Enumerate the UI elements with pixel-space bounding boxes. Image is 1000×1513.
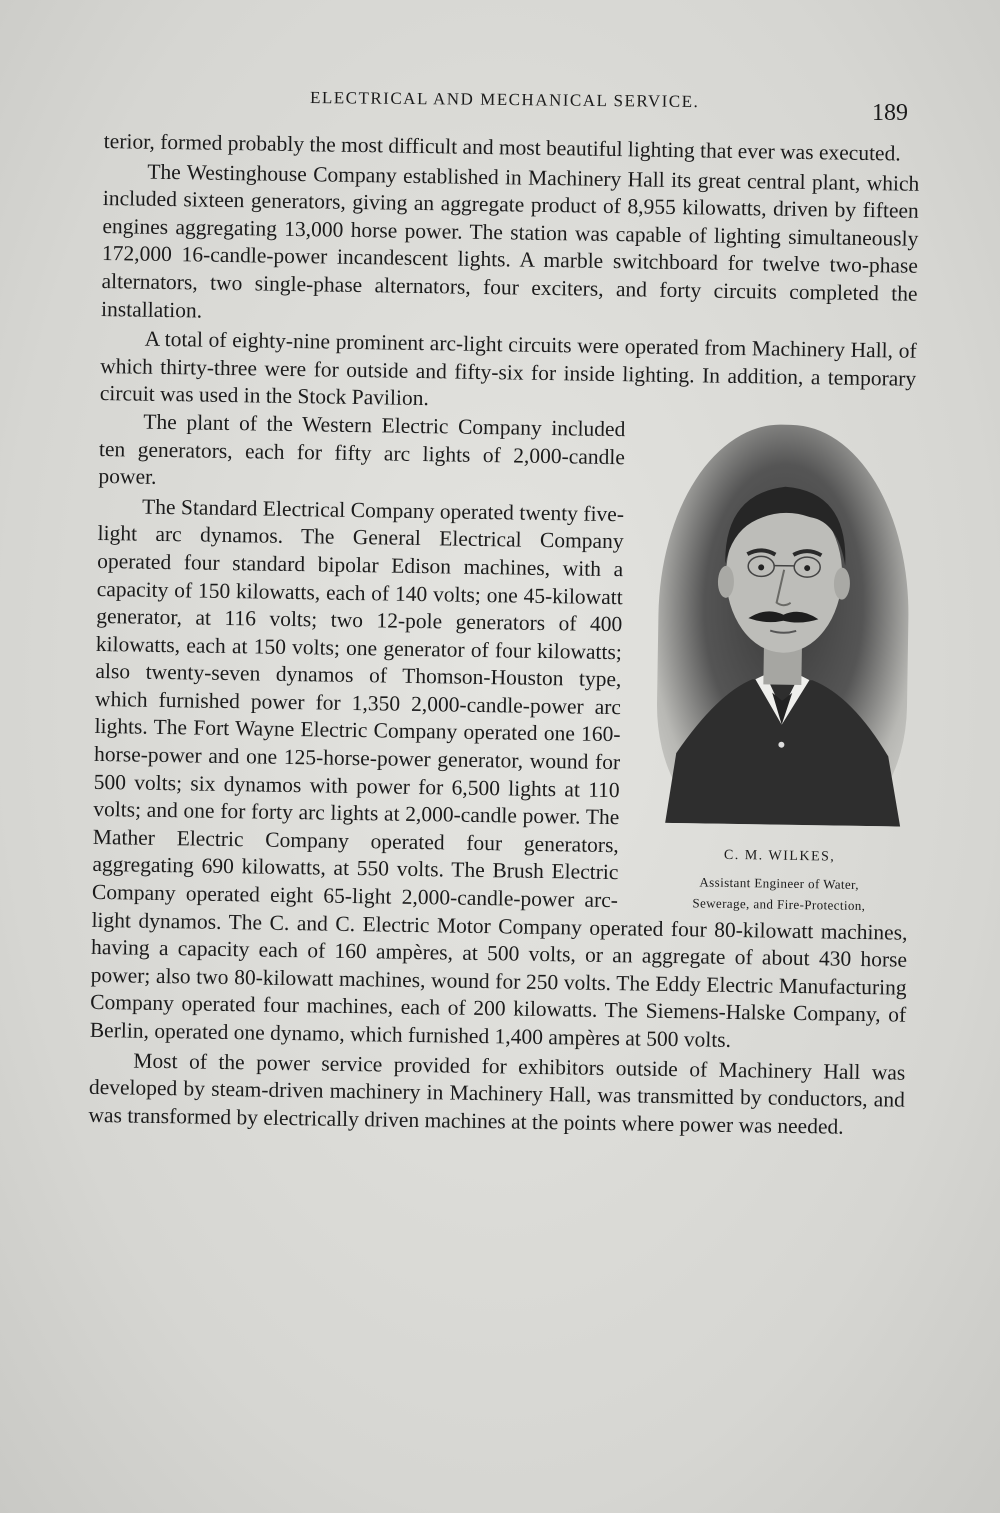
page-number: 189	[872, 100, 908, 126]
paragraph: A total of eighty-nine prominent arc-light circuits were operated from Machinery Hall, of which thirty-three were for outside and fifty-six for inside lighting. In addition, a temporary circuit was used in the Stock Pavilion.	[99, 326, 917, 411]
portrait-photo	[655, 423, 911, 827]
caption-title-line-1: Assistant Engineer of Water,	[699, 873, 860, 892]
paragraph: The Standard Electrical Company operated twenty five-light arc dynamos. The General Electrical Company operated four standard bipolar Edison machines, with a capacity of 150 kilowatts, each of 140 volts; one 45-kilowatt generator, at 116 volts; two 12-pole generators of 400 kilowatts, each at 150 volts; one generator of four kilowatts; also twenty-seven dynamos of Thomson-Houston type, which furnished power for 1,350 2,000-candle-power arc lights. The Fort Wayne Electric Company operated one 160-horse-power and one 125-horse-power generator, wound for 500 volts; six dynamos with power for 6,500 lights at 110 volts; and one for forty arc lights at 2,000-candle power. The Mather Electric Company operated four generators, aggregating 690 kilowatts, at 550 volts. The Brush Electric Company operated eight 65-light 2,000-candle-power arc-light dynamos. The C. and C. Electric Motor Company operated four 80-kilowatt machines, having a capacity each of 160 ampères, at 500 volts, or an aggregate of about 430 horse power; also two 80-kilowatt machines, wound for 250 volts. The Eddy Electric Manufacturing Company operated four machines, each of 200 kilowatts. The Siemens-Halske Company, of Berlin, operated one dynamo, which furnished 1,400 ampères at 500 volts.	[89, 494, 908, 1052]
paragraph: The Westinghouse Company established in Machinery Hall its great central plant, which included sixteen generators, giving an aggregate product of 8,955 kilowatts, driven by fifteen engines aggregating 13,000 horse power. The station was capable of lighting simultaneously 172,000 16-candle-power incandescent lights. A marble switchboard for twelve two-phase alternators, two single-phase alternators, four exciters, and forty circuits completed the installation.	[100, 159, 920, 323]
caption-name: C. M. WILKES,	[723, 847, 836, 865]
body-text	[88, 128, 920, 1142]
portrait-figure	[644, 423, 922, 915]
caption-title-line-2: Sewerage, and Fire-Protection,	[692, 894, 866, 913]
paragraph: terior, formed probably the most difficult and most beautiful lighting that ever was executed.	[103, 128, 901, 166]
paragraph: Most of the power service provided for exhibitors outside of Machinery Hall was developed by steam-driven machinery in Machinery Hall, was transmitted by conductors, and was transformed by electrically driven machines at the points where power was needed.	[88, 1048, 906, 1139]
paragraph: The plant of the Western Electric Company included ten generators, each for fifty arc lights of 2,000-candle power.	[98, 409, 626, 489]
running-head: ELECTRICAL AND MECHANICAL SERVICE.	[309, 87, 700, 112]
portrait-engraving	[655, 423, 911, 827]
